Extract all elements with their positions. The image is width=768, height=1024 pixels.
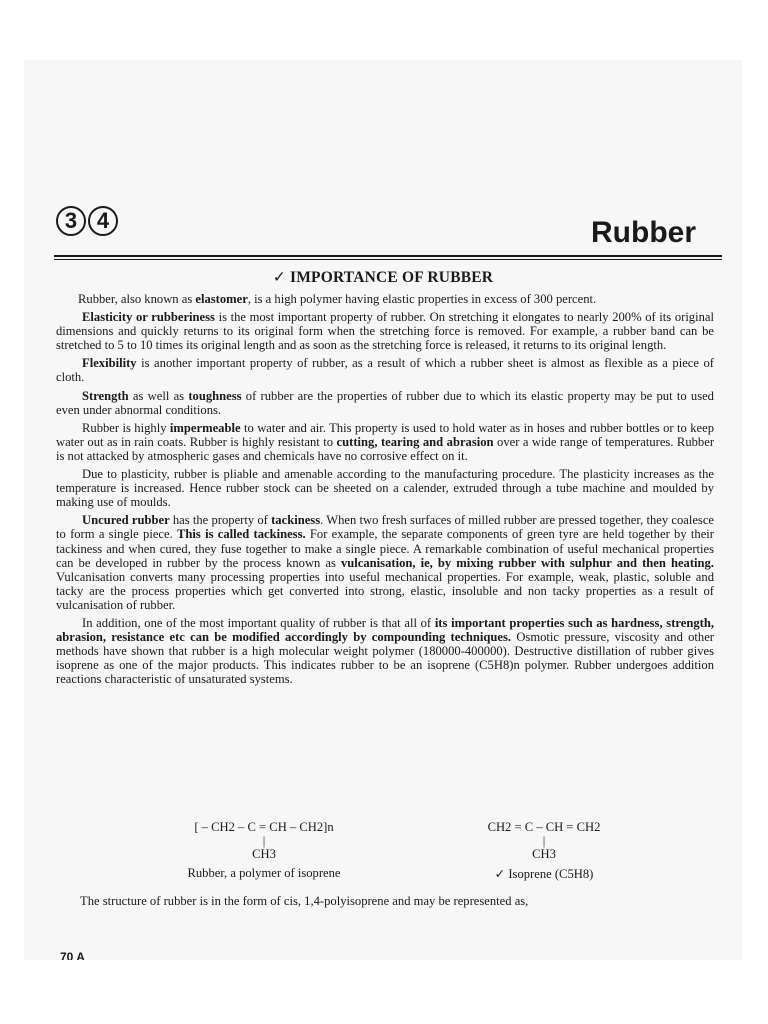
- bold-term: Elasticity or rubberiness: [82, 310, 215, 325]
- closing-sentence: The structure of rubber is in the form of cis, 1,4-polyisoprene and may be represented as,: [80, 894, 529, 908]
- isoprene-formula: [444, 820, 644, 882]
- isoprene-formula-bond: |: [542, 834, 546, 848]
- isoprene-formula-caption: Isoprene (C5H8): [508, 867, 594, 881]
- text-run: as well as: [128, 388, 189, 403]
- isoprene-formula-main: CH2 = C – CH = CH2: [487, 820, 601, 834]
- chapter-digit: 4: [88, 206, 118, 236]
- paragraph: [56, 310, 714, 352]
- page-number: 70 A: [60, 950, 85, 960]
- bold-term: vulcanisation, ie, by mixing rubber with sulphur and then heating.: [340, 555, 714, 570]
- bold-term: Strength: [82, 388, 129, 403]
- text-run: Due to plasticity, rubber is pliable and amenable according to the manufacturing procedure. The plasticity increases as the temperature is increased. Hence rubber stock can be sheeted on a calender, extruded through a tube machine and moulded by making use of moulds.: [56, 467, 714, 510]
- paragraph: [56, 421, 714, 463]
- isoprene-formula-caption-row: [444, 866, 644, 882]
- rubber-formula-caption: Rubber, a polymer of isoprene: [187, 866, 341, 880]
- paragraph: [56, 356, 714, 384]
- text-run: is the most important property of rubber. On stretching it elongates to nearly 200% of its original dimensions and quickly returns to its original form when the stretching force is removed. For example, a rubber band can be stretched to 5 to 10 times its original length and as soon as the stretching force is released, it returns to its original length.: [56, 310, 714, 353]
- paragraph: [56, 616, 714, 686]
- formula-block: [134, 820, 682, 900]
- section-heading: [24, 268, 742, 287]
- rubber-formula: [154, 820, 374, 881]
- paragraph: [56, 389, 714, 417]
- text-run: is another important property of rubber, as a result of which a rubber sheet is almost as flexible as a piece of cloth.: [56, 356, 714, 385]
- text-run: Rubber is highly: [82, 420, 170, 435]
- bold-term: impermeable: [169, 420, 241, 435]
- text-run: over a wide range of temperatures. Rubber is not attacked by atmospheric gases and chemicals have no corrosive effect on it.: [56, 434, 715, 463]
- chapter-title: Rubber: [591, 216, 696, 249]
- bold-term: cutting, tearing and abrasion: [336, 434, 494, 449]
- text-run: Vulcanisation converts many processing properties into useful mechanical properties. For example, weak, plastic, soluble and tacky are the process properties which get converted into strong, elastic, insoluble and non tacky properties as a result of vulcanisation of rubber.: [56, 569, 714, 612]
- isoprene-formula-methyl: CH3: [532, 847, 556, 861]
- text-run: of rubber are the properties of rubber due to which its elastic property may be put to used even under abnormal conditions.: [56, 388, 714, 417]
- bold-term: its important properties such as hardness, strength, abrasion, resistance etc can be modified accordingly by compounding techniques.: [56, 615, 714, 645]
- text-run: For example, the separate components of green tyre are held together by their tackiness and when cured, they fuse together to make a single piece. A remarkable combination of useful mechanical properties can be developed in rubber by the process known as: [56, 527, 714, 570]
- header-rule: [54, 255, 722, 257]
- rubber-formula-methyl: CH3: [252, 847, 276, 861]
- bold-term: Uncured rubber: [82, 513, 170, 528]
- paragraph: [56, 513, 714, 612]
- bold-term: Flexibility: [82, 356, 137, 371]
- text-run: to water and air. This property is used to hold water as in hoses and rubber bottles or to keep water out as in rain coats. Rubber is highly resistant to: [56, 420, 715, 449]
- check-mark-icon: ✓: [272, 269, 286, 286]
- book-page: [24, 60, 742, 960]
- text-run: . When two fresh surfaces of milled rubber are pressed together, they coalesce to form a single piece.: [56, 513, 714, 542]
- section-heading-text: IMPORTANCE OF RUBBER: [289, 269, 494, 286]
- text-run: has the property of: [169, 513, 272, 528]
- chapter-digit: 3: [56, 206, 86, 236]
- paragraph: [56, 467, 714, 509]
- header-rule-thin: [54, 259, 722, 260]
- chapter-number: [56, 206, 118, 236]
- rubber-formula-main: [ – CH2 – C = CH – CH2]n: [194, 820, 334, 834]
- text-run: Rubber, also known as: [78, 292, 196, 306]
- bold-term: toughness: [188, 388, 242, 403]
- bold-term: tackiness: [271, 513, 321, 528]
- bold-term: This is called tackiness.: [177, 527, 306, 542]
- paragraph: [56, 292, 714, 306]
- rubber-formula-bond: |: [262, 834, 266, 848]
- check-mark-icon: ✓: [494, 867, 506, 881]
- text-run: Osmotic pressure, viscosity and other methods have shown that rubber is a high molecular weight polymer (180000-400000). Destructive distillation of rubber gives isoprene as one of the major products. This indicates rubber to be an isoprene (C5H8)n polymer. Rubber undergoes addition reactions characteristic of unsaturated systems.: [56, 630, 715, 687]
- body-text: [56, 292, 714, 690]
- text-run: , is a high polymer having elastic properties in excess of 300 percent.: [247, 292, 597, 306]
- bold-term: elastomer: [195, 292, 248, 306]
- text-run: In addition, one of the most important quality of rubber is that all of: [82, 615, 435, 630]
